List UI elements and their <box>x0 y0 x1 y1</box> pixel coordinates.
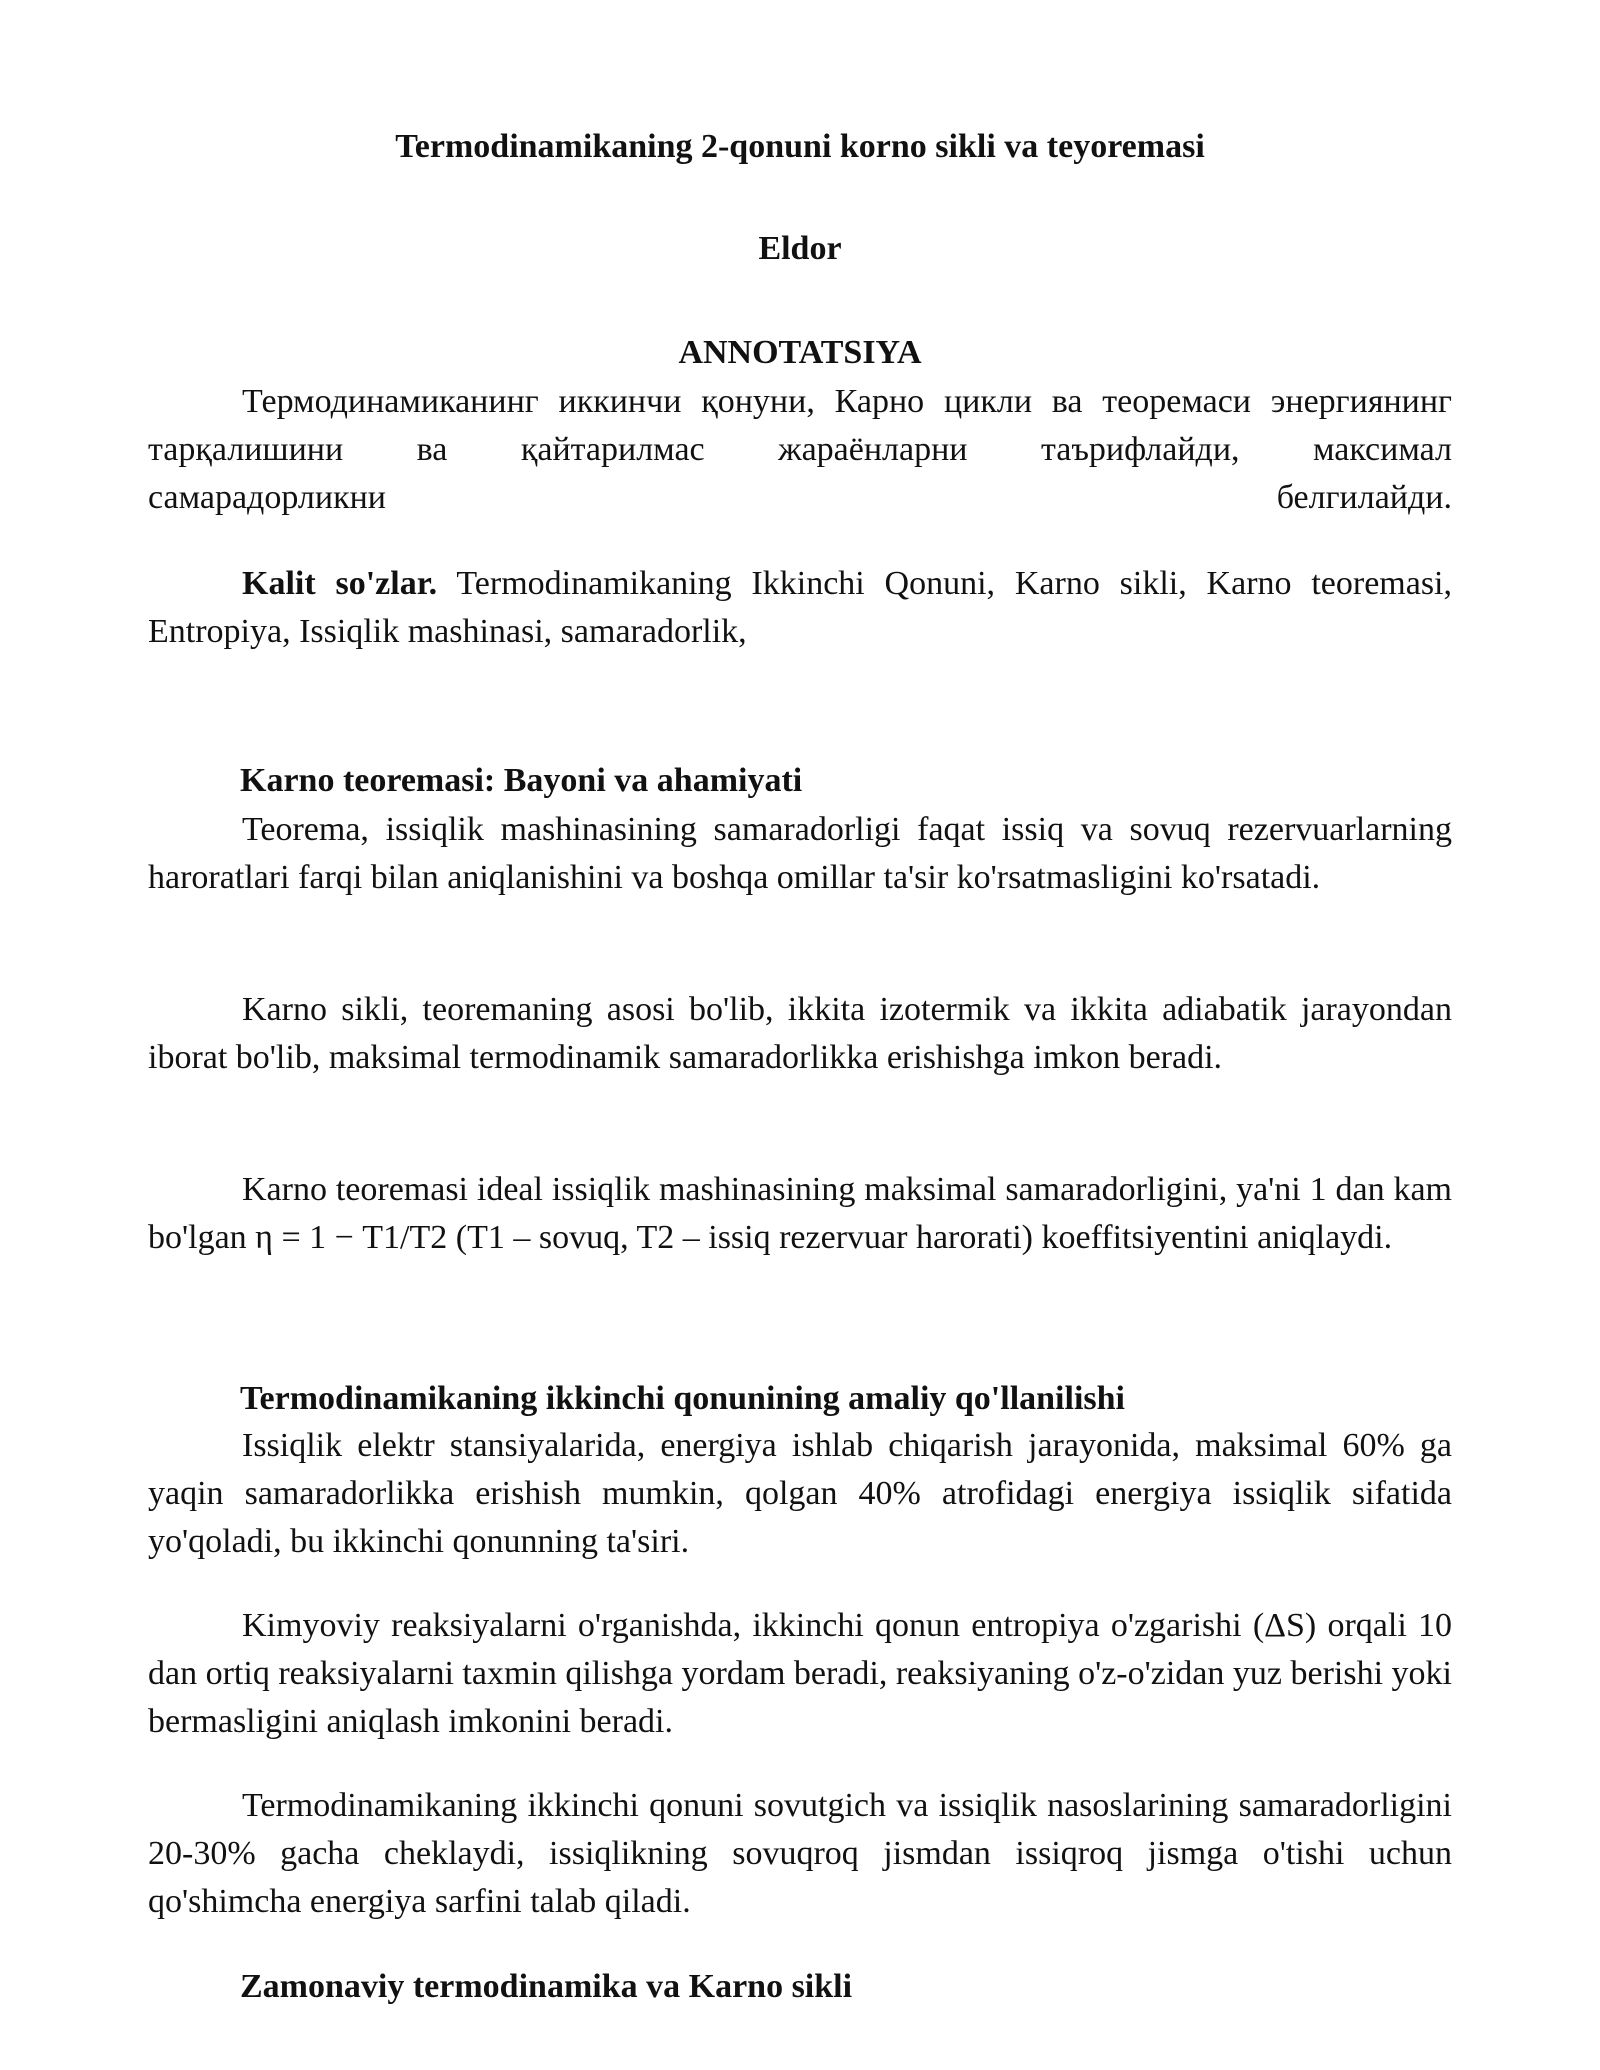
annotation-text <box>148 378 1452 522</box>
paragraph: Karno teoremasi ideal issiqlik mashinasining maksimal samaradorligini, ya'ni 1 dan kam bo'lgan η = 1 − T1/T2 (T1 – sovuq, T2 – issiq rezervuar harorati) koeffitsiyentini aniqlaydi. <box>148 1171 1452 1256</box>
annotation-line: Термодинамиканинг иккинчи қонуни, Карно цикли ва теоремаси энергиянинг <box>242 383 1452 420</box>
paragraph: Karno sikli, teoremaning asosi bo'lib, ikkita izotermik va ikkita adiabatik jarayondan iborat bo'lib, maksimal termodinamik samaradorlikka erishishga imkon beradi. <box>148 991 1452 1076</box>
document-title: Termodinamikaning 2-qonuni korno sikli va teyoremasi <box>395 128 1205 165</box>
annotation-line: тарқалишини ва қайтарилмас жараёнларни таърифлайди, максимал <box>148 431 1452 468</box>
section-heading-modern-thermodynamics: Zamonaviy termodinamika va Karno sikli <box>240 1968 853 2005</box>
paragraph: Kimyoviy reaksiyalarni o'rganishda, ikkinchi qonun entropiya o'zgarishi (ΔS) orqali 10 dan ortiq reaksiyalarni taxmin qilishga yordam beradi, reaksiyaning o'z-o'zidan yuz berishi yoki bermasligini aniqlash imkonini beradi. <box>148 1607 1452 1740</box>
keywords-label: Kalit so'zlar. <box>242 565 438 602</box>
paragraph: Issiqlik elektr stansiyalarida, energiya ishlab chiqarish jarayonida, maksimal 60% ga yaqin samaradorlikka erishish mumkin, qolgan 40% atrofidagi energiya issiqlik sifatida yo'qoladi, bu ikkinchi qonunning ta'siri. <box>148 1427 1452 1560</box>
author-name: Eldor <box>758 230 842 267</box>
annotation-line: самарадорликни белгилайди. <box>148 479 1452 516</box>
annotation-heading: ANNOTATSIYA <box>678 334 922 371</box>
section-heading-karno-theorem: Karno teoremasi: Bayoni va ahamiyati <box>240 762 803 799</box>
section-heading-practical-application: Termodinamikaning ikkinchi qonunining amaliy qo'llanilishi <box>240 1380 1125 1417</box>
paragraph: Teorema, issiqlik mashinasining samaradorligi faqat issiq va sovuq rezervuarlarning haroratlari farqi bilan aniqlanishini va boshqa omillar ta'sir ko'rsatmasligini ko'rsatadi. <box>148 811 1452 896</box>
keywords-paragraph <box>148 560 1452 656</box>
keywords-text: Termodinamikaning Ikkinchi Qonuni, Karno sikli, Karno teoremasi, Entropiya, Issiqlik mashinasi, samaradorlik, <box>148 565 1452 650</box>
paragraph: Termodinamikaning ikkinchi qonuni sovutgich va issiqlik nasoslarining samaradorligini 20-30% gacha cheklaydi, issiqlikning sovuqroq jismdan issiqroq jismga o'tishi uchun qo'shimcha energiya sarfini talab qiladi. <box>148 1787 1452 1920</box>
